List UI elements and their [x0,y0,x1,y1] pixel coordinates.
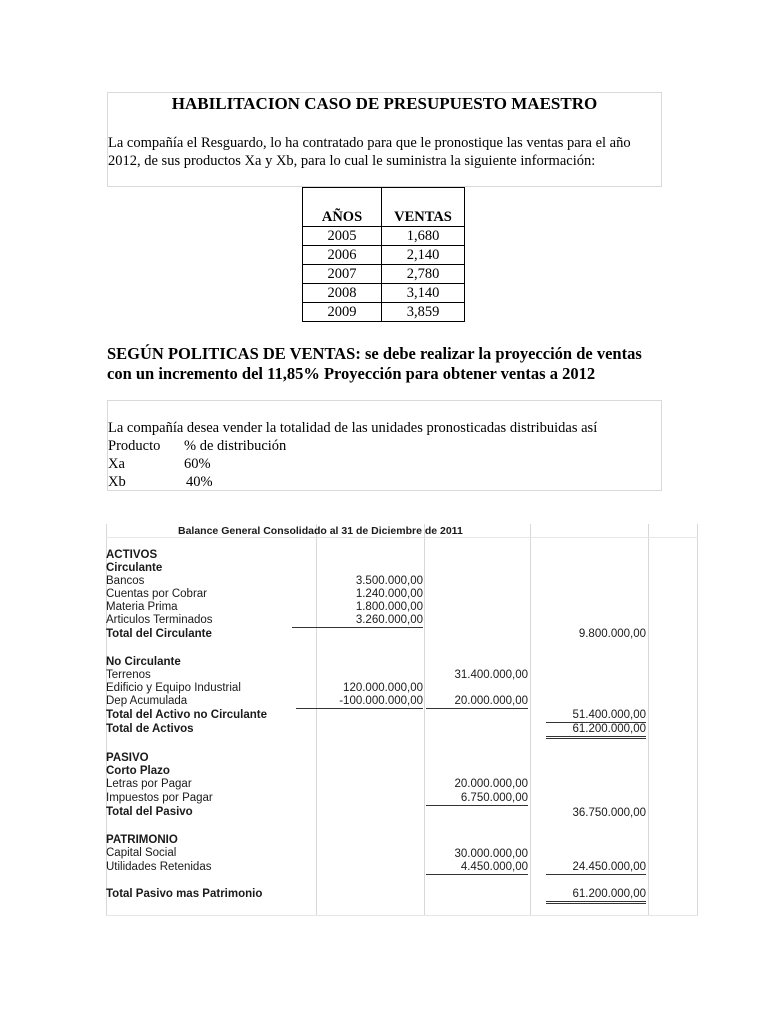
edificio-value: 120.000.000,00 [343,682,423,694]
utilidades-value: 4.450.000,00 [426,861,528,875]
sales-policy-heading: SEGÚN POLITICAS DE VENTAS: se debe realizar la proyección de ventas con un incremento del 11,85% Proyección para obtener ventas a 2012 [107,344,642,383]
list-item [108,473,597,491]
capital-label: Capital Social [106,847,177,859]
pasivo-heading: PASIVO [106,752,149,764]
table-row [303,303,465,322]
corto-plazo-heading: Corto Plazo [106,765,170,777]
dep-label: Dep Acumulada [106,695,188,707]
letras-value: 20.000.000,00 [454,778,528,790]
bancos-label: Bancos [106,575,145,587]
dep-value: -100.000.000,00 [296,695,423,709]
impuestos-label: Impuestos por Pagar [106,792,213,804]
total-activos-value: 61.200.000,00 [546,723,646,739]
cuentas-value: 1.240.000,00 [355,588,423,600]
impuestos-value: 6.750.000,00 [426,792,528,806]
col-header-years: AÑOS [303,188,382,227]
sales-table [302,187,465,322]
percent-col-label: % de distribución [184,438,287,454]
total-pasivo-label: Total del Pasivo [106,806,193,818]
articulos-label: Articulos Terminados [106,614,213,626]
sales-cell: 2,780 [382,265,465,284]
sales-cell: 1,680 [382,227,465,246]
product-percent: 60% [184,456,211,472]
intro-paragraph: La compañía el Resguardo, lo ha contratado para que le pronostique las ventas para el año 2012, de sus productos Xa y Xb, para lo cual le suministra la siguiente información: [108,135,631,169]
total-pasivo-patrimonio-value: 61.200.000,00 [546,888,646,904]
terrenos-label: Terrenos [106,669,151,681]
letras-label: Letras por Pagar [106,778,192,790]
utilidades-label: Utilidades Retenidas [106,861,212,873]
product-percent: 40% [186,474,213,490]
sales-cell: 2,140 [382,246,465,265]
capital-value: 30.000.000,00 [454,848,528,860]
materia-value: 1.800.000,00 [355,601,423,613]
sales-cell: 3,859 [382,303,465,322]
sales-cell: 3,140 [382,284,465,303]
year-cell: 2005 [303,227,382,246]
distribution-header [108,437,597,455]
terrenos-value: 31.400.000,00 [454,669,528,681]
total-no-circulante-value: 51.400.000,00 [546,709,646,723]
total-activos-label: Total de Activos [106,723,194,735]
total-no-circulante-label: Total del Activo no Circulante [106,709,268,721]
list-item [108,455,597,473]
year-cell: 2009 [303,303,382,322]
page-title: HABILITACION CASO DE PRESUPUESTO MAESTRO [171,94,598,113]
year-cell: 2008 [303,284,382,303]
total-pasivo-patrimonio-label: Total Pasivo mas Patrimonio [106,888,263,900]
total-pasivo-value: 36.750.000,00 [572,807,646,819]
activos-heading: ACTIVOS [106,549,158,561]
balance-title: Balance General Consolidado al 31 de Diciembre de 2011 [178,525,463,537]
table-row [303,227,465,246]
year-cell: 2007 [303,265,382,284]
total-circulante-value: 9.800.000,00 [578,628,646,640]
no-circulante-heading: No Circulante [106,656,181,668]
year-cell: 2006 [303,246,382,265]
balance-sheet [106,524,698,916]
table-row [303,265,465,284]
articulos-value: 3.260.000,00 [292,614,423,628]
total-circulante-label: Total del Circulante [106,628,212,640]
product-name: Xa [108,456,125,472]
bancos-value: 3.500.000,00 [355,575,423,587]
product-col-label: Producto [108,438,161,454]
product-name: Xb [108,474,126,490]
circulante-heading: Circulante [106,562,163,574]
materia-label: Materia Prima [106,601,178,613]
table-row [303,246,465,265]
cuentas-label: Cuentas por Cobrar [106,588,207,600]
sales-table-header [303,188,465,227]
col-header-sales: VENTAS [382,188,465,227]
utilidades-total-value: 24.450.000,00 [546,861,646,875]
edificio-label: Edificio y Equipo Industrial [106,682,241,694]
dep-net-value: 20.000.000,00 [426,695,528,709]
table-row [303,284,465,303]
patrimonio-heading: PATRIMONIO [106,834,178,846]
distribution-intro: La compañía desea vender la totalidad de las unidades pronosticadas distribuidas así [108,420,598,436]
distribution-block [108,419,597,491]
